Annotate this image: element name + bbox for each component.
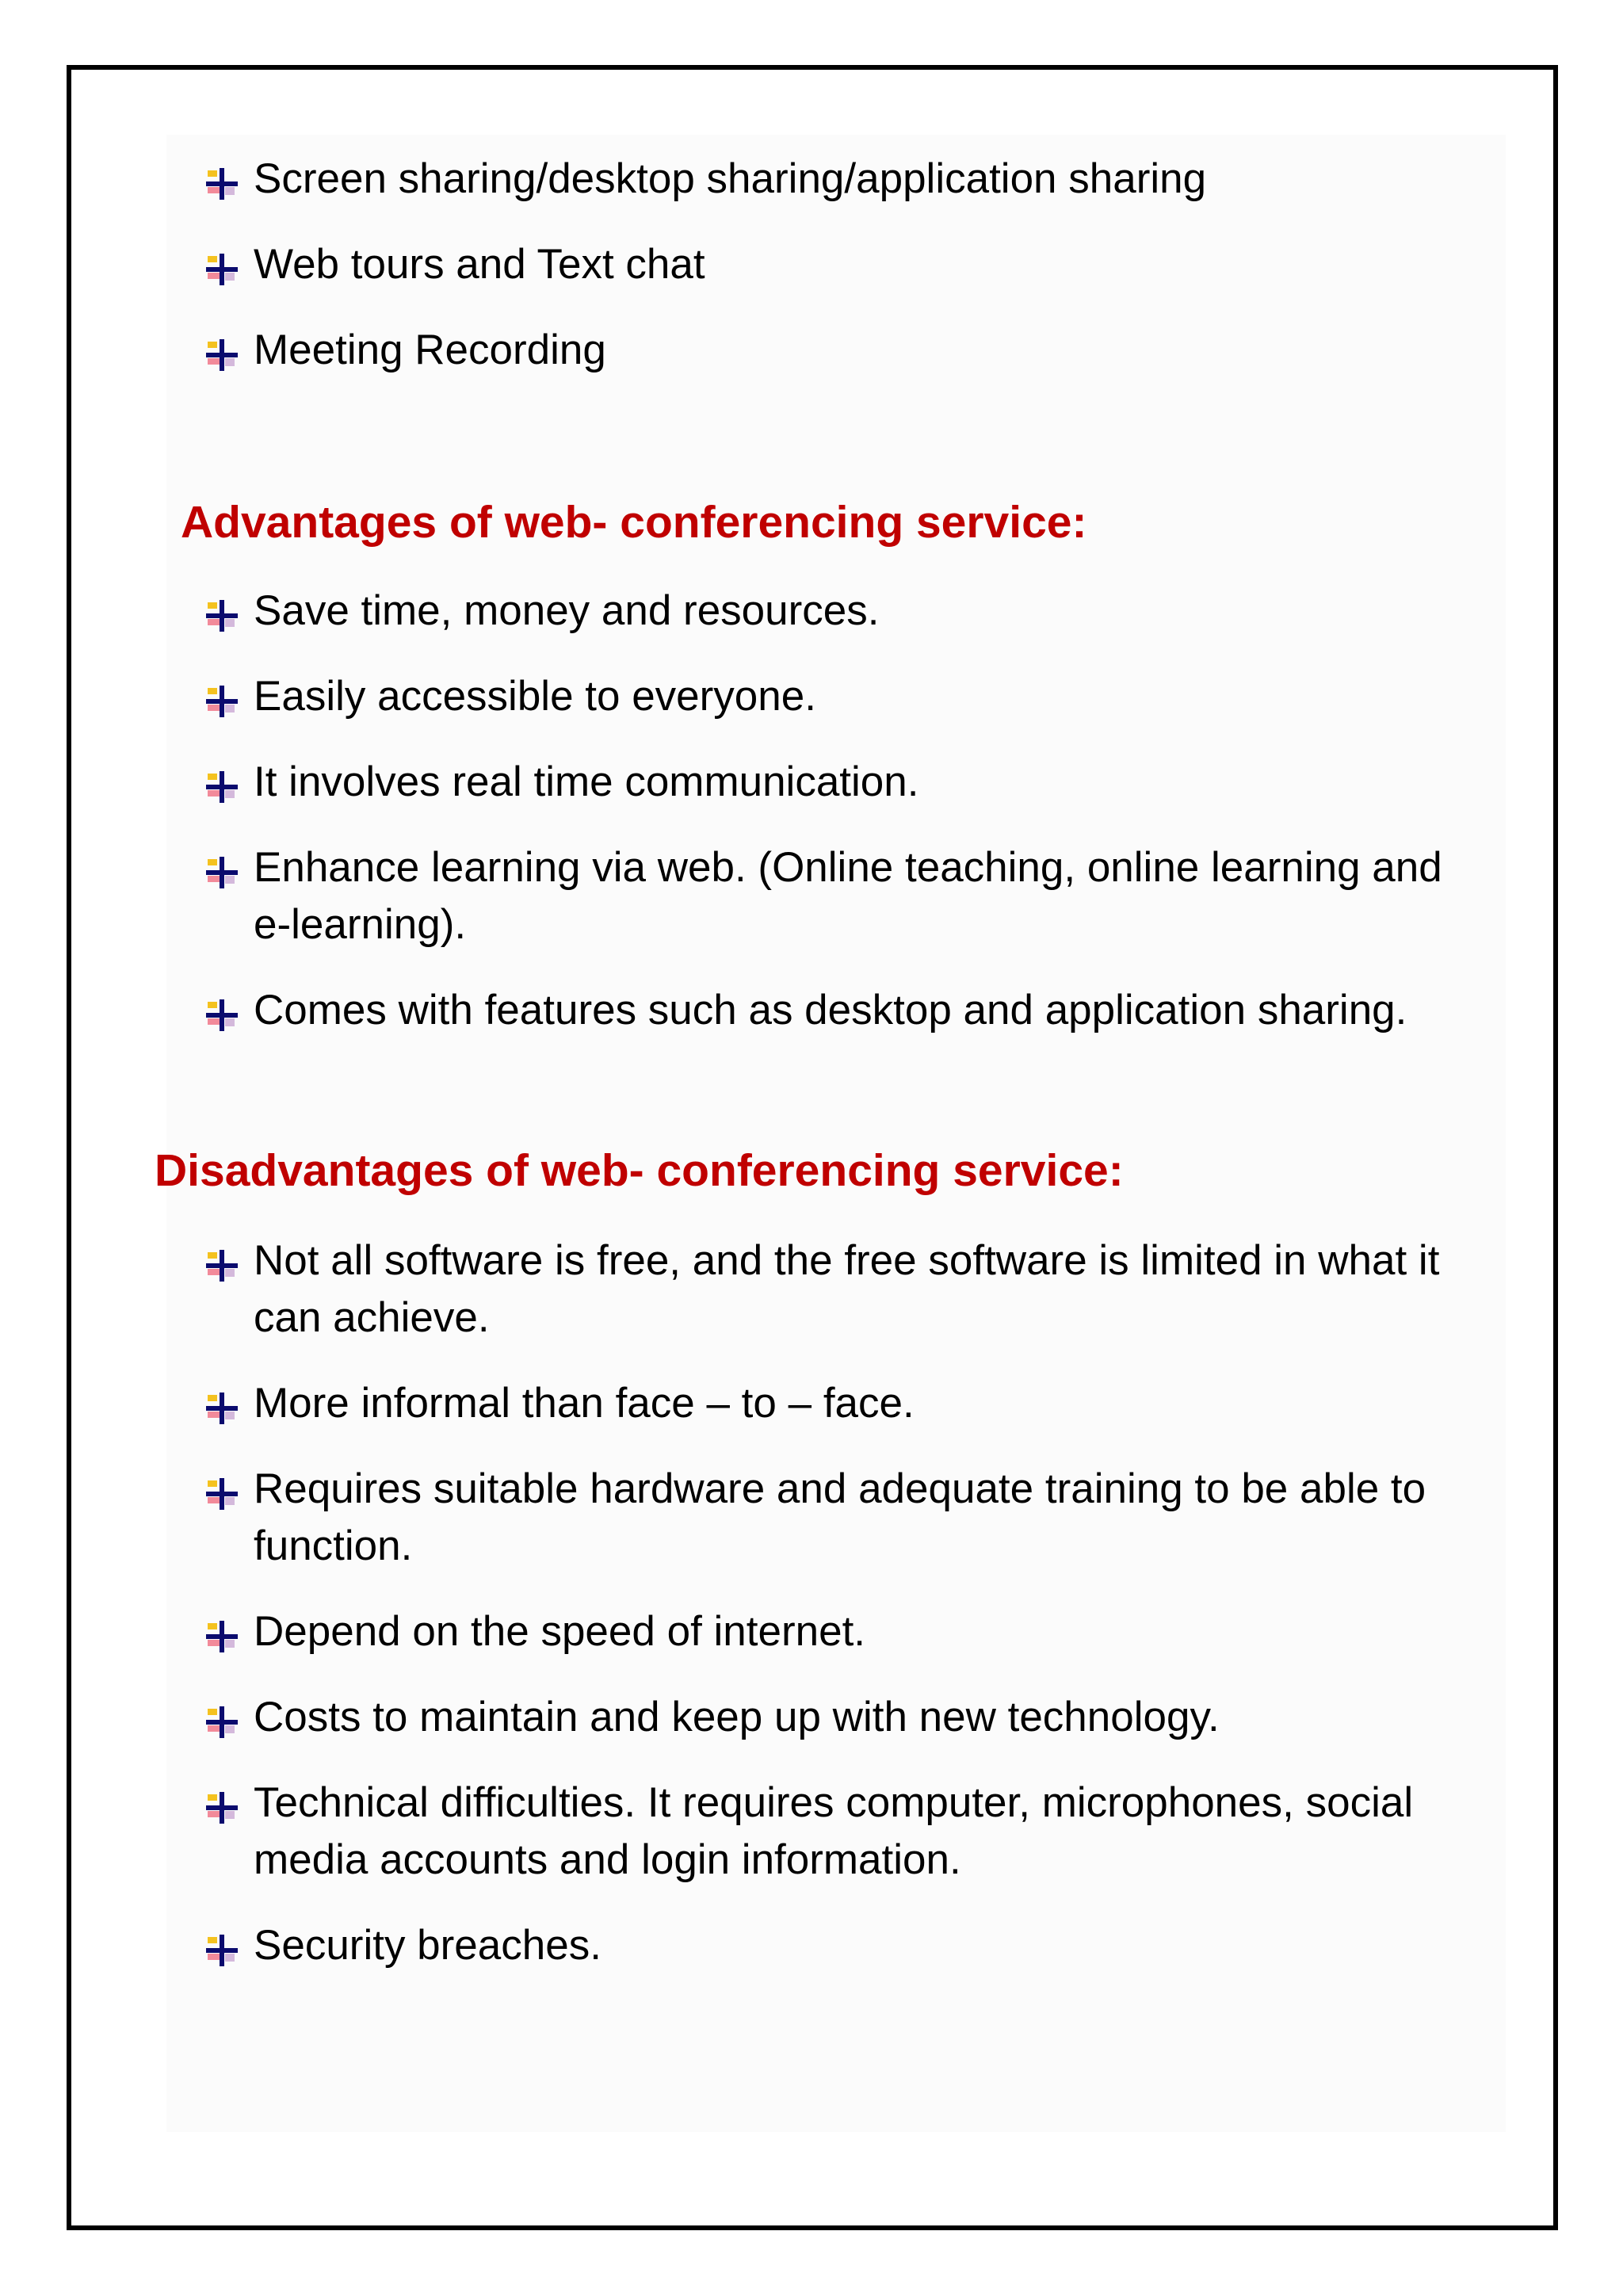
list-item — [198, 322, 1482, 379]
list-item — [198, 754, 1482, 811]
features-list — [198, 151, 1482, 379]
advantages-list — [198, 583, 1482, 1039]
list-item — [198, 1917, 1482, 1974]
bullet-cross-icon — [204, 1248, 239, 1283]
disadvantages-heading: Disadvantages of web- conferencing service: — [155, 1145, 1124, 1196]
list-item — [198, 1461, 1482, 1575]
item-text: Costs to maintain and keep up with new technology. — [254, 1694, 1220, 1740]
bullet-cross-icon — [204, 684, 239, 719]
list-item — [198, 1603, 1482, 1660]
bullet-cross-icon — [204, 1619, 239, 1654]
bullet-cross-icon — [204, 1790, 239, 1825]
list-item — [198, 1232, 1482, 1347]
list-item — [198, 1375, 1482, 1432]
list-item — [198, 982, 1482, 1039]
bullet-cross-icon — [204, 998, 239, 1033]
disadvantages-list — [198, 1232, 1482, 1974]
bullet-cross-icon — [204, 338, 239, 372]
advantages-heading: Advantages of web- conferencing service: — [181, 497, 1087, 548]
item-text: Easily accessible to everyone. — [254, 673, 816, 720]
bullet-cross-icon — [204, 770, 239, 804]
list-item — [198, 583, 1482, 640]
bullet-cross-icon — [204, 166, 239, 201]
list-item — [198, 1775, 1482, 1889]
list-item — [198, 236, 1482, 293]
item-text: Depend on the speed of internet. — [254, 1608, 866, 1655]
bullet-cross-icon — [204, 1477, 239, 1511]
bullet-cross-icon — [204, 855, 239, 890]
item-text: It involves real time communication. — [254, 758, 919, 805]
item-text: Save time, money and resources. — [254, 587, 880, 634]
list-item — [198, 668, 1482, 725]
bullet-cross-icon — [204, 1705, 239, 1740]
bullet-cross-icon — [204, 1391, 239, 1426]
list-item — [198, 839, 1482, 953]
bullet-cross-icon — [204, 598, 239, 633]
list-item — [198, 1689, 1482, 1746]
item-text: Security breaches. — [254, 1922, 601, 1969]
item-text: Technical difficulties. It requires computer, microphones, social media accounts and login information. — [254, 1779, 1414, 1883]
item-text: Requires suitable hardware and adequate training to be able to function. — [254, 1465, 1426, 1569]
item-text: Enhance learning via web. (Online teaching, online learning and e-learning). — [254, 844, 1442, 948]
list-item — [198, 151, 1482, 208]
bullet-cross-icon — [204, 1933, 239, 1968]
item-text: More informal than face – to – face. — [254, 1380, 915, 1427]
item-text: Comes with features such as desktop and application sharing. — [254, 987, 1407, 1033]
bullet-cross-icon — [204, 252, 239, 287]
item-text: Web tours and Text chat — [254, 241, 705, 288]
item-text: Meeting Recording — [254, 327, 606, 373]
item-text: Not all software is free, and the free software is limited in what it can achieve. — [254, 1237, 1440, 1341]
item-text: Screen sharing/desktop sharing/application sharing — [254, 155, 1207, 202]
